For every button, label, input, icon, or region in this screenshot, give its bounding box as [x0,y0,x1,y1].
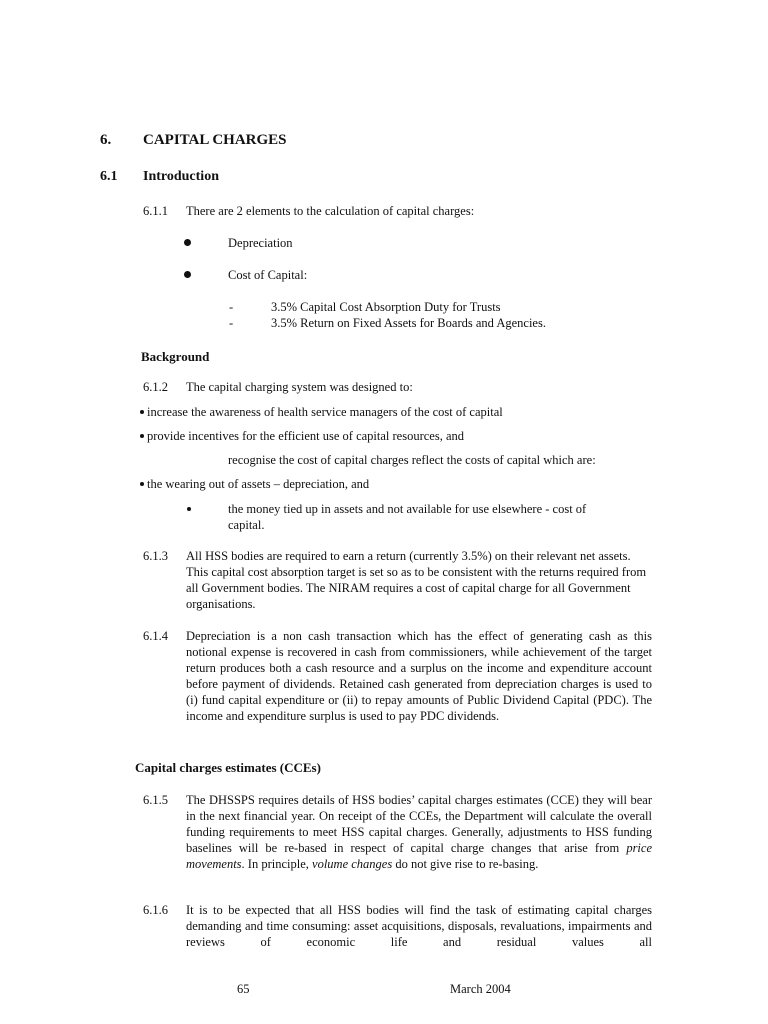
bullet-text-cost-of-capital: Cost of Capital: [228,268,308,282]
paragraph-number: 6.1.1 [143,204,168,218]
italic-term: price movements [186,841,652,871]
paragraph-text [186,792,652,872]
sub-bullet-text: capital. [228,518,265,532]
bullet-icon [140,482,144,486]
bullet-icon [184,239,191,246]
bullet-text-depreciation: Depreciation [228,236,293,250]
bullet-icon [184,271,191,278]
section-title: CAPITAL CHARGES [143,132,287,148]
list-item [140,404,503,420]
text-run: do not give rise to re-basing. [392,857,539,871]
subsection-number: 6.1 [100,169,118,184]
list-item-text: provide incentives for the efficient use of capital resources, and [147,429,465,443]
list-item [140,428,464,444]
paragraph-number: 6.1.6 [143,903,168,917]
dash-marker: - [229,300,234,314]
dash-item-trusts: 3.5% Capital Cost Absorption Duty for Trusts [271,300,501,314]
paragraph-text: Depreciation is a non cash transaction which has the effect of generating cash as this notional expense is recovered in cash from commissioners, while achievement of the target return produces both a cash resource and a surplus on the income and expenditure account before payment of dividends. Retained cash generated from depreciation charges is used to (i) fund capital expenditure or (ii) to repay amounts of Public Dividend Capital (PDC). The income and expenditure surplus is used to pay PDC dividends. [186,629,652,723]
paragraph-text: It is to be expected that all HSS bodies will find the task of estimating capital charges demanding and time consuming: asset acquisitions, disposals, revaluations, impairments and reviews of economic life and residual values all [186,903,652,949]
indented-line: recognise the cost of capital charges reflect the costs of capital which are: [228,453,596,467]
cce-heading: Capital charges estimates (CCEs) [135,760,321,775]
section-number: 6. [100,132,112,148]
bullet-icon [140,434,144,438]
text-run: . In principle, [241,857,313,871]
paragraph-number: 6.1.3 [143,549,168,563]
paragraph-number: 6.1.4 [143,629,168,643]
list-item-text: the wearing out of assets – depreciation, and [147,477,370,491]
paragraph-number: 6.1.2 [143,380,168,394]
paragraph-number: 6.1.5 [143,793,168,807]
paragraph-text: There are 2 elements to the calculation of capital charges: [186,204,475,218]
bullet-icon [140,410,144,414]
dash-marker: - [229,316,234,330]
paragraph-text: All HSS bodies are required to earn a return (currently 3.5%) on their relevant net assets. This capital cost absorption target is set so as to be consistent with the returns required from all Government bodies. The NIRAM requires a cost of capital charge for all Government organisations. [186,549,647,611]
list-item [140,476,369,492]
italic-term: volume changes [312,857,393,871]
footer-date: March 2004 [450,982,511,996]
subsection-title: Introduction [143,169,219,184]
background-heading: Background [141,349,210,364]
page-number: 65 [237,982,250,996]
list-item-text: increase the awareness of health service managers of the cost of capital [147,405,503,419]
text-run: The DHSSPS requires details of HSS bodies’ capital charges estimates (CCE) they will bear in the next financial year. On receipt of the CCEs, the Department will calculate the overall funding requirements to meet HSS capital charges. Generally, adjustments to HSS funding baselines will be re-based in respect of capital charge changes that arise from [186,793,652,855]
sub-bullet-text: the money tied up in assets and not available for use elsewhere - cost of [228,502,587,516]
dash-item-boards: 3.5% Return on Fixed Assets for Boards and Agencies. [271,316,546,330]
bullet-icon [187,507,191,511]
paragraph-text: The capital charging system was designed to: [186,380,413,394]
